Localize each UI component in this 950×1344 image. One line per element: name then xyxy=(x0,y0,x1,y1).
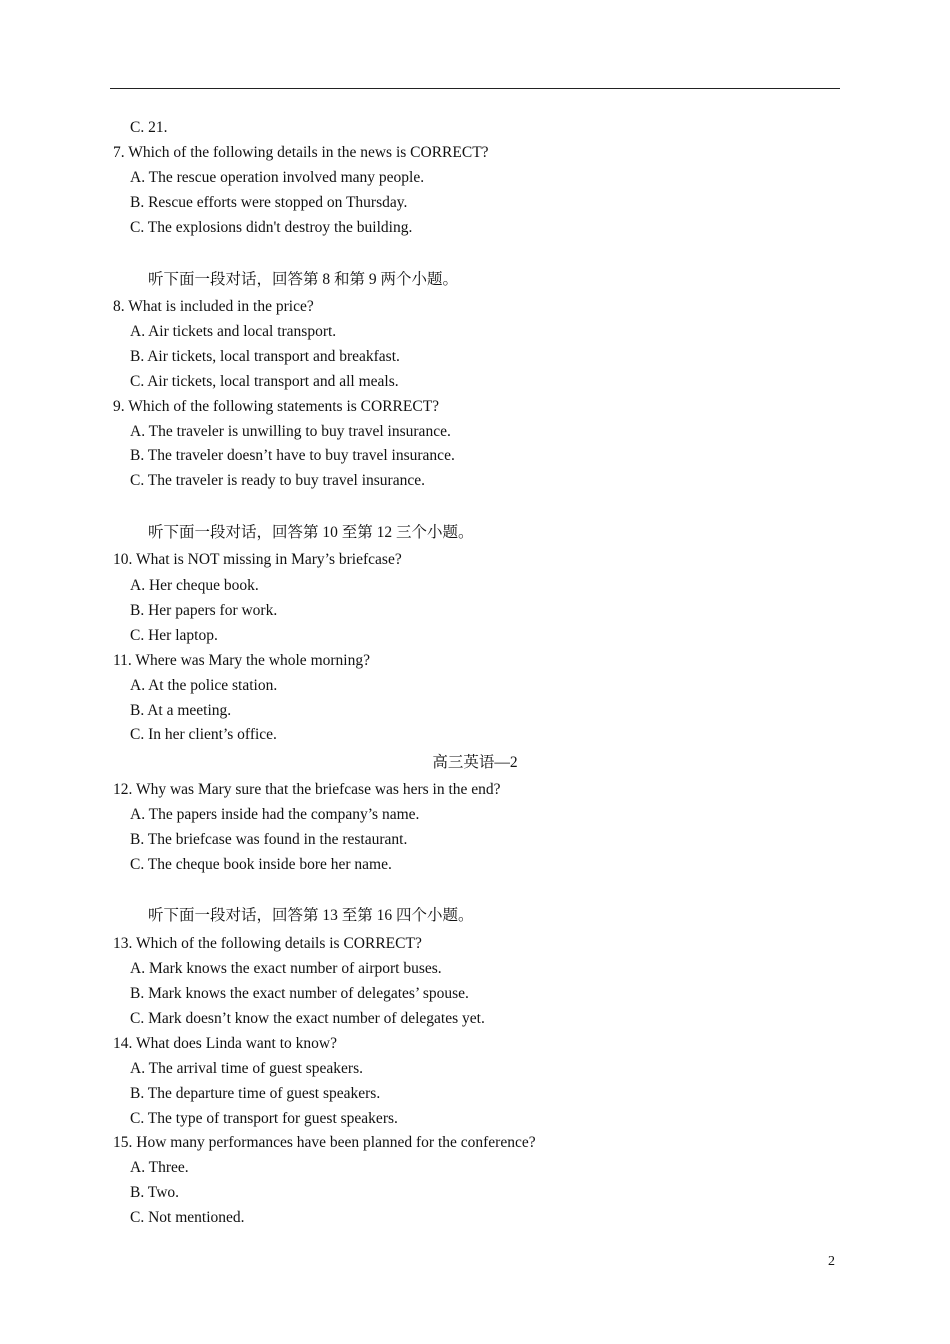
option-10c: C. Her laptop. xyxy=(130,627,218,644)
option-15c: C. Not mentioned. xyxy=(130,1209,245,1226)
option-9b: B. The traveler doesn’t have to buy travel insurance. xyxy=(130,447,455,464)
option-7b: B. Rescue efforts were stopped on Thursday. xyxy=(130,194,408,211)
option-13a: A. Mark knows the exact number of airport buses. xyxy=(130,960,442,977)
option-7c: C. The explosions didn't destroy the building. xyxy=(130,219,413,236)
option-14c: C. The type of transport for guest speakers. xyxy=(130,1110,398,1127)
instruction-q8-9: 听下面一段对话，回答第 8 和第 9 两个小题。 xyxy=(148,271,459,288)
option-12a: A. The papers inside had the company’s name. xyxy=(130,806,420,823)
option-6c: C. 21. xyxy=(130,119,168,136)
question-13: 13. Which of the following details is CORRECT? xyxy=(113,935,422,952)
question-10: 10. What is NOT missing in Mary’s briefcase? xyxy=(113,551,402,568)
option-7a: A. The rescue operation involved many people. xyxy=(130,169,425,186)
option-13b: B. Mark knows the exact number of delegates’ spouse. xyxy=(130,985,469,1002)
question-9: 9. Which of the following statements is CORRECT? xyxy=(113,398,440,415)
page-footer-label: 高三英语—2 xyxy=(432,754,518,771)
question-12: 12. Why was Mary sure that the briefcase was hers in the end? xyxy=(113,781,501,798)
option-15b: B. Two. xyxy=(130,1184,180,1201)
option-14a: A. The arrival time of guest speakers. xyxy=(130,1060,363,1077)
option-11a: A. At the police station. xyxy=(130,677,278,694)
option-8b: B. Air tickets, local transport and breakfast. xyxy=(130,348,400,365)
option-10a: A. Her cheque book. xyxy=(130,577,259,594)
question-11: 11. Where was Mary the whole morning? xyxy=(113,652,370,669)
page-number: 2 xyxy=(828,1254,835,1269)
option-9a: A. The traveler is unwilling to buy travel insurance. xyxy=(130,423,451,440)
option-8a: A. Air tickets and local transport. xyxy=(130,323,337,340)
instruction-q13-16: 听下面一段对话，回答第 13 至第 16 四个小题。 xyxy=(148,907,474,924)
option-15a: A. Three. xyxy=(130,1159,189,1176)
option-12c: C. The cheque book inside bore her name. xyxy=(130,856,392,873)
option-11b: B. At a meeting. xyxy=(130,702,232,719)
option-14b: B. The departure time of guest speakers. xyxy=(130,1085,381,1102)
option-9c: C. The traveler is ready to buy travel insurance. xyxy=(130,472,425,489)
question-15: 15. How many performances have been planned for the conference? xyxy=(113,1134,536,1151)
option-10b: B. Her papers for work. xyxy=(130,602,278,619)
option-11c: C. In her client’s office. xyxy=(130,726,277,743)
option-12b: B. The briefcase was found in the restaurant. xyxy=(130,831,408,848)
question-8: 8. What is included in the price? xyxy=(113,298,314,315)
question-7: 7. Which of the following details in the news is CORRECT? xyxy=(113,144,489,161)
question-14: 14. What does Linda want to know? xyxy=(113,1035,337,1052)
option-8c: C. Air tickets, local transport and all meals. xyxy=(130,373,399,390)
instruction-q10-12: 听下面一段对话，回答第 10 至第 12 三个小题。 xyxy=(148,524,474,541)
option-13c: C. Mark doesn’t know the exact number of delegates yet. xyxy=(130,1010,485,1027)
